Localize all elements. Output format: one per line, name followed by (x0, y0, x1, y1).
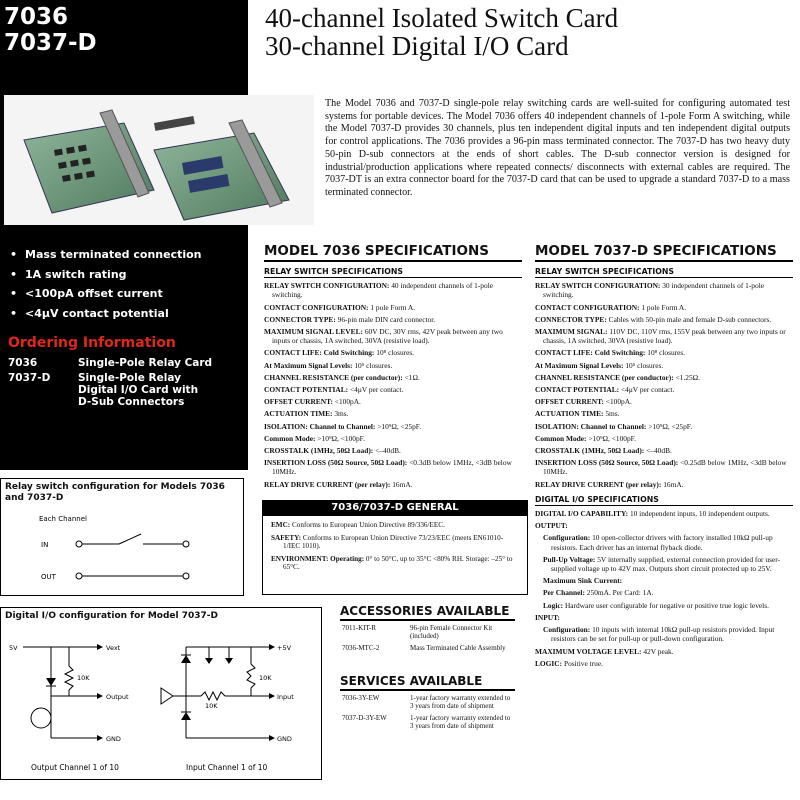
input-caption: Input Channel 1 of 10 (186, 763, 268, 772)
spec-subheading: RELAY SWITCH SPECIFICATIONS (264, 267, 522, 278)
ordering-desc: Single-Pole Relay Card (78, 357, 213, 369)
vext-label: Vext (106, 644, 121, 652)
spec-value: 110V DC, 110V rms, 155V peak between any two inputs or chassis, 1A switched, 30VA (resistive load). (543, 327, 786, 346)
spec-key: CROSSTALK (1MHz, 50Ω Load): (535, 446, 645, 456)
accessories-list (342, 624, 522, 655)
spec-item (535, 327, 793, 345)
spec-key: OFFSET CURRENT: (535, 397, 604, 407)
spec-key: CHANNEL RESISTANCE (per conductor): (535, 372, 674, 382)
spec-item (264, 397, 522, 406)
title-line-2: 30-channel Digital I/O Card (265, 31, 569, 61)
spec-item (535, 446, 793, 455)
spec-value: 5V internally supplied, external connection provided for user-supplied voltage up to 42V max. Outputs short circuit protected up to 25V. (551, 554, 780, 574)
general-key: EMC: (271, 521, 291, 529)
feature-list (10, 245, 202, 323)
title-line-1: 40-channel Isolated Switch Card (265, 3, 619, 33)
general-value: 0° to 50°C, up to 35°C <80% RH. Storage: –25° to 65°C. (283, 554, 513, 572)
spec-value: 16mA. (661, 479, 684, 489)
spec-item (535, 576, 793, 585)
spec-item (264, 385, 522, 394)
spec-key: MAXIMUM VOLTAGE LEVEL: (535, 646, 642, 656)
spec-value: 30 independent channels of 1-pole switching. (543, 281, 765, 300)
spec-value: 10 open-collector drivers with factory installed 10kΩ pull-up resistors. Each driver has an internal flyback diode. (551, 533, 773, 552)
spec-key: CONTACT CONFIGURATION: (535, 302, 640, 312)
accessories-title: ACCESSORIES AVAILABLE (340, 604, 515, 621)
spec-key: OFFSET CURRENT: (264, 397, 333, 407)
spec-key: MAXIMUM SIGNAL: (535, 327, 608, 337)
spec-key: Common Mode: (264, 433, 316, 443)
spec-item (535, 555, 793, 573)
spec-value: 40 independent channels of 1-pole switching. (272, 281, 494, 300)
spec-item (535, 588, 793, 597)
spec-value: <–40dB. (373, 446, 401, 456)
spec-value: 16mA. (390, 479, 413, 489)
input-label: Input (277, 693, 294, 701)
spec-key: CHANNEL RESISTANCE (per conductor): (264, 372, 403, 382)
spec-key: At Maximum Signal Levels: (535, 360, 624, 370)
relay-diagram (0, 478, 244, 596)
spec-value: <1.25Ω. (673, 372, 701, 382)
spec-value: 10⁸ closures. (374, 348, 415, 358)
accessory-row (342, 694, 522, 711)
relay-diagram-title: Relay switch configuration for Models 7036 and 7037-D (5, 482, 225, 503)
spec-7036-list (264, 267, 522, 492)
gnd-b-label: GND (277, 735, 292, 743)
spec-value: 96-pin male DIN card connector. (335, 314, 436, 324)
spec-item (535, 613, 793, 622)
spec-value: Cables with 50-pin male and female D-sub connectors. (606, 314, 772, 324)
spec-item (264, 361, 522, 370)
spec-key: CONTACT POTENTIAL: (535, 385, 620, 395)
spec-value: Hardware user configurable for negative or positive true logic levels. (563, 600, 769, 610)
spec-value: <1Ω. (402, 372, 420, 382)
general-value: Conforms to European Union Directive 73/23/EEC (meets EN61010-1/IEC 1010). (283, 533, 504, 551)
spec-value: 10⁵ closures. (352, 360, 393, 370)
spec-7037d-title: MODEL 7037-D SPECIFICATIONS (535, 243, 793, 262)
general-item (271, 555, 519, 572)
spec-key: CONTACT LIFE: Cold Switching: (264, 348, 375, 358)
spec-key: RELAY DRIVE CURRENT (per relay): (264, 479, 391, 489)
spec-value: 10 inputs with internal 10kΩ pull-up resistors provided. Input resistors can be set for pull-up or pull-down configuration. (551, 625, 775, 644)
spec-item (264, 409, 522, 418)
spec-key: ACTUATION TIME: (264, 409, 333, 419)
feature-item: • Mass terminated connection (10, 245, 202, 265)
general-item (271, 521, 519, 530)
r10k-b-label: 10K (259, 674, 272, 682)
general-specs (262, 515, 528, 595)
spec-value: <4μV per contact. (348, 385, 404, 395)
spec-item (264, 303, 522, 312)
feature-item: • 1A switch rating (10, 265, 202, 285)
spec-item (264, 480, 522, 489)
spec-7036-title: MODEL 7036 SPECIFICATIONS (264, 243, 522, 262)
ordering-code: 7036 (8, 357, 38, 369)
spec-subheading: RELAY SWITCH SPECIFICATIONS (535, 267, 793, 278)
gnd-a-label: GND (106, 735, 121, 743)
spec-value: Positive true. (562, 658, 603, 668)
spec-item (264, 446, 522, 455)
accessory-code: 7037-D-3Y-EW (342, 713, 387, 722)
spec-key: CONTACT POTENTIAL: (264, 385, 349, 395)
accessory-code: 7011-KIT-R (342, 624, 377, 632)
spec-item (535, 480, 793, 489)
spec-value: 5ms. (603, 409, 620, 419)
product-photo (4, 95, 314, 225)
spec-item (535, 348, 793, 357)
spec-key: LOGIC: (535, 658, 563, 668)
spec-key: INSERTION LOSS (50Ω Source, 50Ω Load): (264, 458, 408, 468)
spec-key: RELAY SWITCH CONFIGURATION: (264, 281, 390, 291)
ordering-row (8, 372, 238, 408)
spec-item (535, 422, 793, 431)
spec-key: ACTUATION TIME: (535, 409, 604, 419)
left-banner (0, 0, 248, 470)
spec-key: MAXIMUM SIGNAL LEVEL: (264, 327, 363, 337)
spec-key: Common Mode: (535, 433, 587, 443)
spec-value: 1 pole Form A. (639, 302, 687, 312)
page-title (265, 4, 618, 60)
general-item (271, 534, 519, 551)
spec-key: Logic: (543, 600, 564, 610)
spec-key: OUTPUT: (535, 521, 568, 531)
each-channel-label: Each Channel (39, 515, 87, 523)
accessory-code: 7036-3Y-EW (342, 694, 380, 702)
accessory-desc: 1-year factory warranty extended to 3 years from date of shipment (410, 694, 511, 711)
spec-key: Configuration: (543, 625, 591, 635)
r10k-a-label: 10K (77, 674, 90, 682)
spec-key: ISOLATION: Channel to Channel: (264, 421, 376, 431)
spec-value: <–40dB. (644, 446, 672, 456)
dio-diagram-title: Digital I/O configuration for Model 7037-D (5, 611, 218, 621)
services-list (342, 694, 522, 734)
spec-value: <0.3dB below 1MHz, <3dB below 10MHz. (272, 458, 512, 477)
spec-item (535, 521, 793, 530)
spec-key: Per Channel: (543, 588, 585, 598)
r10k-c-label: 10K (205, 702, 218, 710)
accessory-row (342, 644, 522, 652)
spec-key: CONNECTOR TYPE: (264, 314, 336, 324)
output-label: Output (106, 693, 129, 701)
accessory-code: 7036-MTC-2 (342, 643, 380, 652)
accessory-row (342, 624, 522, 641)
general-title: 7036/7037-D GENERAL (262, 500, 528, 515)
ordering-desc: Single-Pole Relay Digital I/O Card with D-Sub Connectors (78, 372, 199, 408)
spec-value: <100pA. (332, 397, 361, 407)
spec-key: Configuration: (543, 533, 591, 543)
general-value: Conforms to European Union Directive 89/336/EEC. (290, 521, 445, 529)
spec-item (535, 509, 793, 518)
ordering-row (8, 357, 238, 369)
spec-item (264, 315, 522, 324)
ordering-code: 7037-D (8, 372, 51, 384)
spec-value: <100pA. (603, 397, 632, 407)
spec-value: >10⁹Ω, <100pF. (315, 433, 366, 443)
out-label: OUT (41, 573, 56, 581)
spec-value: 10⁸ closures. (645, 348, 686, 358)
spec-item (264, 281, 522, 299)
spec-item (535, 625, 793, 643)
spec-value: 250mA. Per Card: 1A. (584, 588, 654, 598)
in-label: IN (41, 541, 49, 549)
ordering-title: Ordering Information (8, 335, 176, 351)
spec-key: RELAY DRIVE CURRENT (per relay): (535, 479, 662, 489)
spec-item (535, 434, 793, 443)
spec-key: Maximum Sink Current: (543, 576, 623, 586)
spec-value: >10⁹Ω, <100pF. (586, 433, 637, 443)
spec-key: At Maximum Signal Levels: (264, 360, 353, 370)
spec-item (264, 348, 522, 357)
spec-value: 1 pole Form A. (368, 302, 416, 312)
spec-key: CONTACT CONFIGURATION: (264, 302, 369, 312)
feature-item: • <4μV contact potential (10, 304, 202, 324)
accessory-desc: 96-pin Female Connector Kit (included) (410, 624, 493, 641)
spec-subheading: DIGITAL I/O SPECIFICATIONS (535, 495, 793, 506)
spec-key: INSERTION LOSS (50Ω Source, 50Ω Load): (535, 458, 679, 468)
ordering-list (8, 357, 238, 411)
spec-value: 3ms. (332, 409, 349, 419)
accessory-desc: Mass Terminated Cable Assembly (410, 643, 506, 652)
spec-item (264, 327, 522, 345)
spec-item (535, 458, 793, 476)
spec-item (535, 601, 793, 610)
spec-item (264, 422, 522, 431)
output-caption: Output Channel 1 of 10 (31, 763, 119, 772)
v5-left-label: 5V (9, 644, 18, 652)
spec-item (535, 647, 793, 656)
spec-value: <0.25dB below 1MHz, <3dB below 10MHz. (543, 458, 787, 477)
spec-item (535, 385, 793, 394)
spec-key: INPUT: (535, 612, 560, 622)
spec-item (535, 361, 793, 370)
accessory-row (342, 714, 522, 731)
spec-item (535, 409, 793, 418)
spec-7037d-list (535, 267, 793, 671)
spec-key: CROSSTALK (1MHz, 50Ω Load): (264, 446, 374, 456)
spec-key: Pull-Up Voltage: (543, 554, 596, 564)
spec-key: ISOLATION: Channel to Channel: (535, 421, 647, 431)
spec-item (264, 373, 522, 382)
spec-item (535, 315, 793, 324)
spec-item (264, 434, 522, 443)
spec-key: CONTACT LIFE: Cold Switching: (535, 348, 646, 358)
spec-item (535, 533, 793, 551)
spec-value: 60V DC, 30V rms, 42V peak between any two inputs or chassis, 1A switched, 30VA (resistive load). (272, 327, 503, 346)
dio-diagram (0, 607, 322, 780)
spec-value: 10⁵ closures. (623, 360, 664, 370)
intro-paragraph: The Model 7036 and 7037-D single-pole relay switching cards are well-suited for configuring automated test systems for portable devices. The Model 7036 offers 40 independent channels of 1-pole Form A switching, while the Model 7037-D provides 30 channels, plus ten independent digital inputs and ten independent digital outputs for control applications. The 7036 provides a 96-pin mass terminated connector. The 7037-D has two heavy duty 50-pin D-sub connectors at the ends of short cables. The D-sub connector version is designed for industrial/production applications where repeated connects/ disconnects with external cables are required. The 7037-DT is an extra connector board for the 7037-D card that can be used to upgrade a standard 7037-D to a mass terminated connector. (325, 98, 790, 198)
spec-key: RELAY SWITCH CONFIGURATION: (535, 281, 661, 291)
spec-key: DIGITAL I/O CAPABILITY: (535, 509, 629, 519)
spec-item (535, 397, 793, 406)
spec-value: >10⁹Ω, <25pF. (646, 421, 693, 431)
feature-item: • <100pA offset current (10, 284, 202, 304)
v5-right-label: +5V (277, 644, 292, 652)
general-key: SAFETY: (271, 533, 302, 542)
spec-item (535, 281, 793, 299)
model-numbers (4, 4, 97, 56)
spec-item (264, 458, 522, 476)
spec-value: 42V peak. (641, 646, 674, 656)
model-7036: 7036 (4, 4, 69, 30)
accessory-desc: 1-year factory warranty extended to 3 years from date of shipment (410, 713, 511, 731)
spec-value: >10⁹Ω, <25pF. (375, 421, 422, 431)
spec-item (535, 303, 793, 312)
model-7037d: 7037-D (4, 30, 97, 56)
spec-item (535, 373, 793, 382)
spec-value: 10 independent inputs, 10 independent outputs. (628, 509, 770, 519)
general-key: ENVIRONMENT: Operating: (271, 554, 365, 563)
services-title: SERVICES AVAILABLE (340, 674, 515, 691)
spec-key: CONNECTOR TYPE: (535, 314, 607, 324)
spec-value: <4μV per contact. (619, 385, 675, 395)
spec-item (535, 659, 793, 668)
